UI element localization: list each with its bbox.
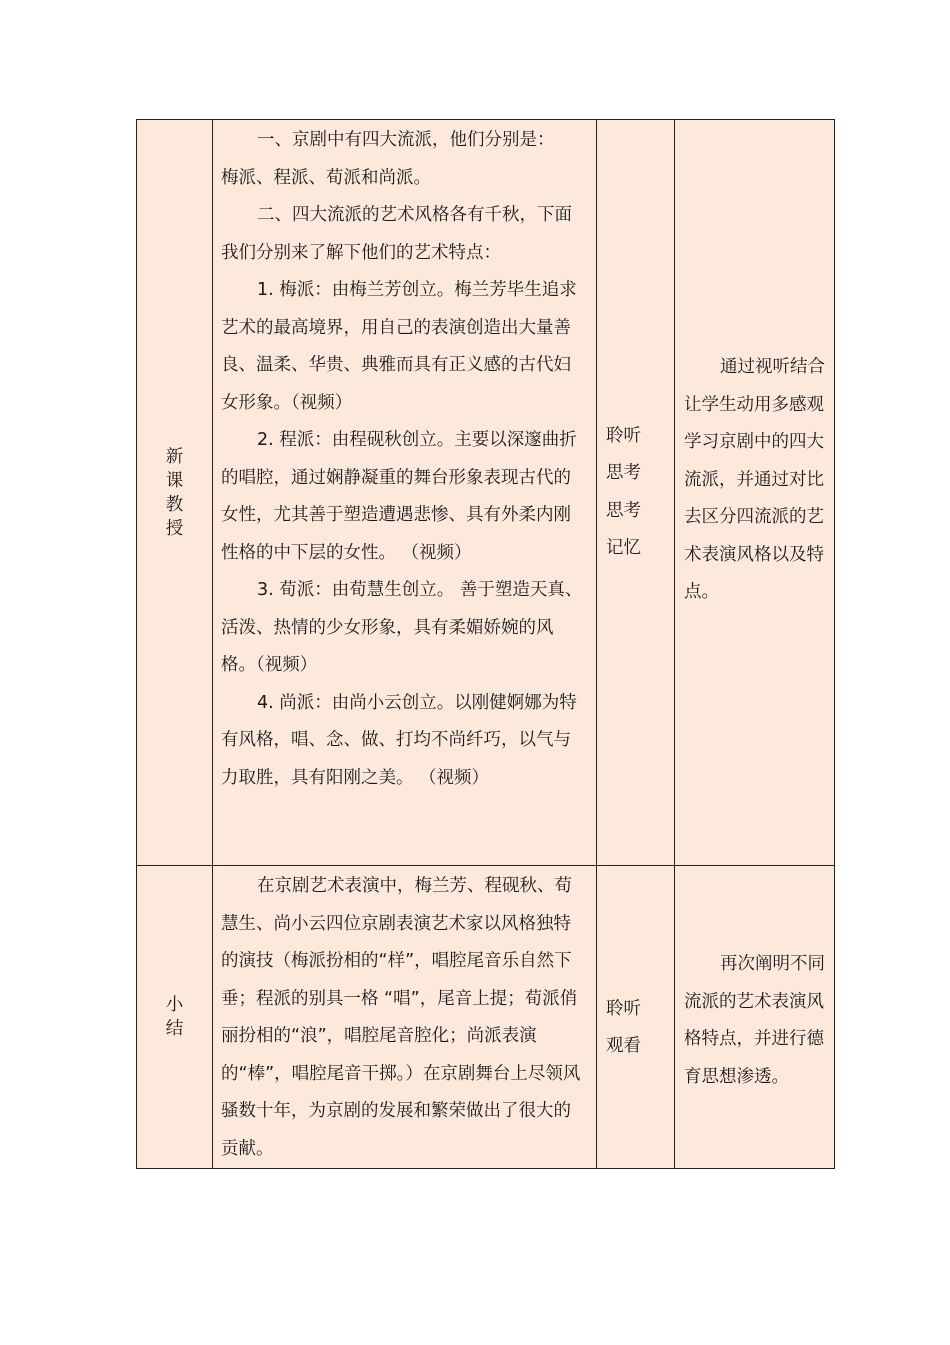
stage-char: 课 [165,470,184,491]
activity-item: 思考 [606,463,641,483]
intent-text: 通过视听结合让学生动用多感观学习京剧中的四大流派，并通过对比去区分四流派的艺术表演风格以及特点。 [684,357,825,603]
content-paragraph: 2. 程派：由程砚秋创立。主要以深邃曲折的唱腔，通过娴静凝重的舞台形象表现古代的女性，尤其善于塑造遭遇悲惨、具有外柔内刚性格的中下层的女性。 （视频） [221,430,577,563]
content-paragraph: 1. 梅派：由梅兰芳创立。梅兰芳毕生追求艺术的最高境界，用自己的表演创造出大量善良、温柔、华贵、典雅而具有正义感的古代妇女形象。（视频） [221,280,577,413]
stage-char: 新 [165,446,184,467]
content-paragraph: 3. 荀派：由荀慧生创立。 善于塑造天真、活泼、热情的少女形象，具有柔媚娇婉的风格。（视频） [221,580,583,675]
intent-text: 再次阐明不同流派的艺术表演风格特点，并进行德育思想渗透。 [684,954,825,1087]
table-row-new-lesson [137,120,835,866]
content-paragraph: 梅派、程派、荀派和尚派。 [221,167,431,188]
intent-cell [675,120,835,866]
stage-char: 授 [165,518,184,539]
activity-item: 思考 [606,500,641,521]
activity-item: 聆听 [606,998,641,1019]
activity-item: 记忆 [606,538,641,558]
content-paragraph: 二、四大流派的艺术风格各有千秋，下面我们分别来了解下他们的艺术特点： [221,205,572,263]
stage-cell [137,120,213,866]
stage-cell [137,866,213,1169]
content-paragraph: 在京剧艺术表演中，梅兰芳、程砚秋、荀慧生、尚小云四位京剧表演艺术家以风格独特的演技（梅派扮相的“样”，唱腔尾音乐自然下垂；程派的别具一格 “唱”，尾音上提；荀派俏丽扮相的“浪”，唱腔尾音腔化；尚派表演的“棒”，唱腔尾音干掷。）在京剧舞台上尽领风骚数十年，为京剧的发展和繁荣做出了很大的贡献。 [221,876,581,1159]
table-row-summary [137,866,835,1169]
lesson-plan-table [136,119,835,1169]
activity-cell [597,120,675,866]
intent-cell [675,866,835,1169]
content-cell [213,120,597,866]
content-cell [213,866,597,1169]
content-paragraph: 一、京剧中有四大流派，他们分别是： [257,130,555,150]
stage-char: 教 [165,494,184,515]
activity-item: 观看 [606,1036,641,1056]
stage-char: 小 [165,995,184,1015]
activity-cell [597,866,675,1169]
stage-char: 结 [165,1019,184,1039]
content-paragraph: 4. 尚派：由尚小云创立。以刚健婀娜为特有风格，唱、念、做、打均不尚纤巧，以气与力取胜，具有阳刚之美。 （视频） [221,692,577,788]
activity-item: 聆听 [606,425,641,446]
